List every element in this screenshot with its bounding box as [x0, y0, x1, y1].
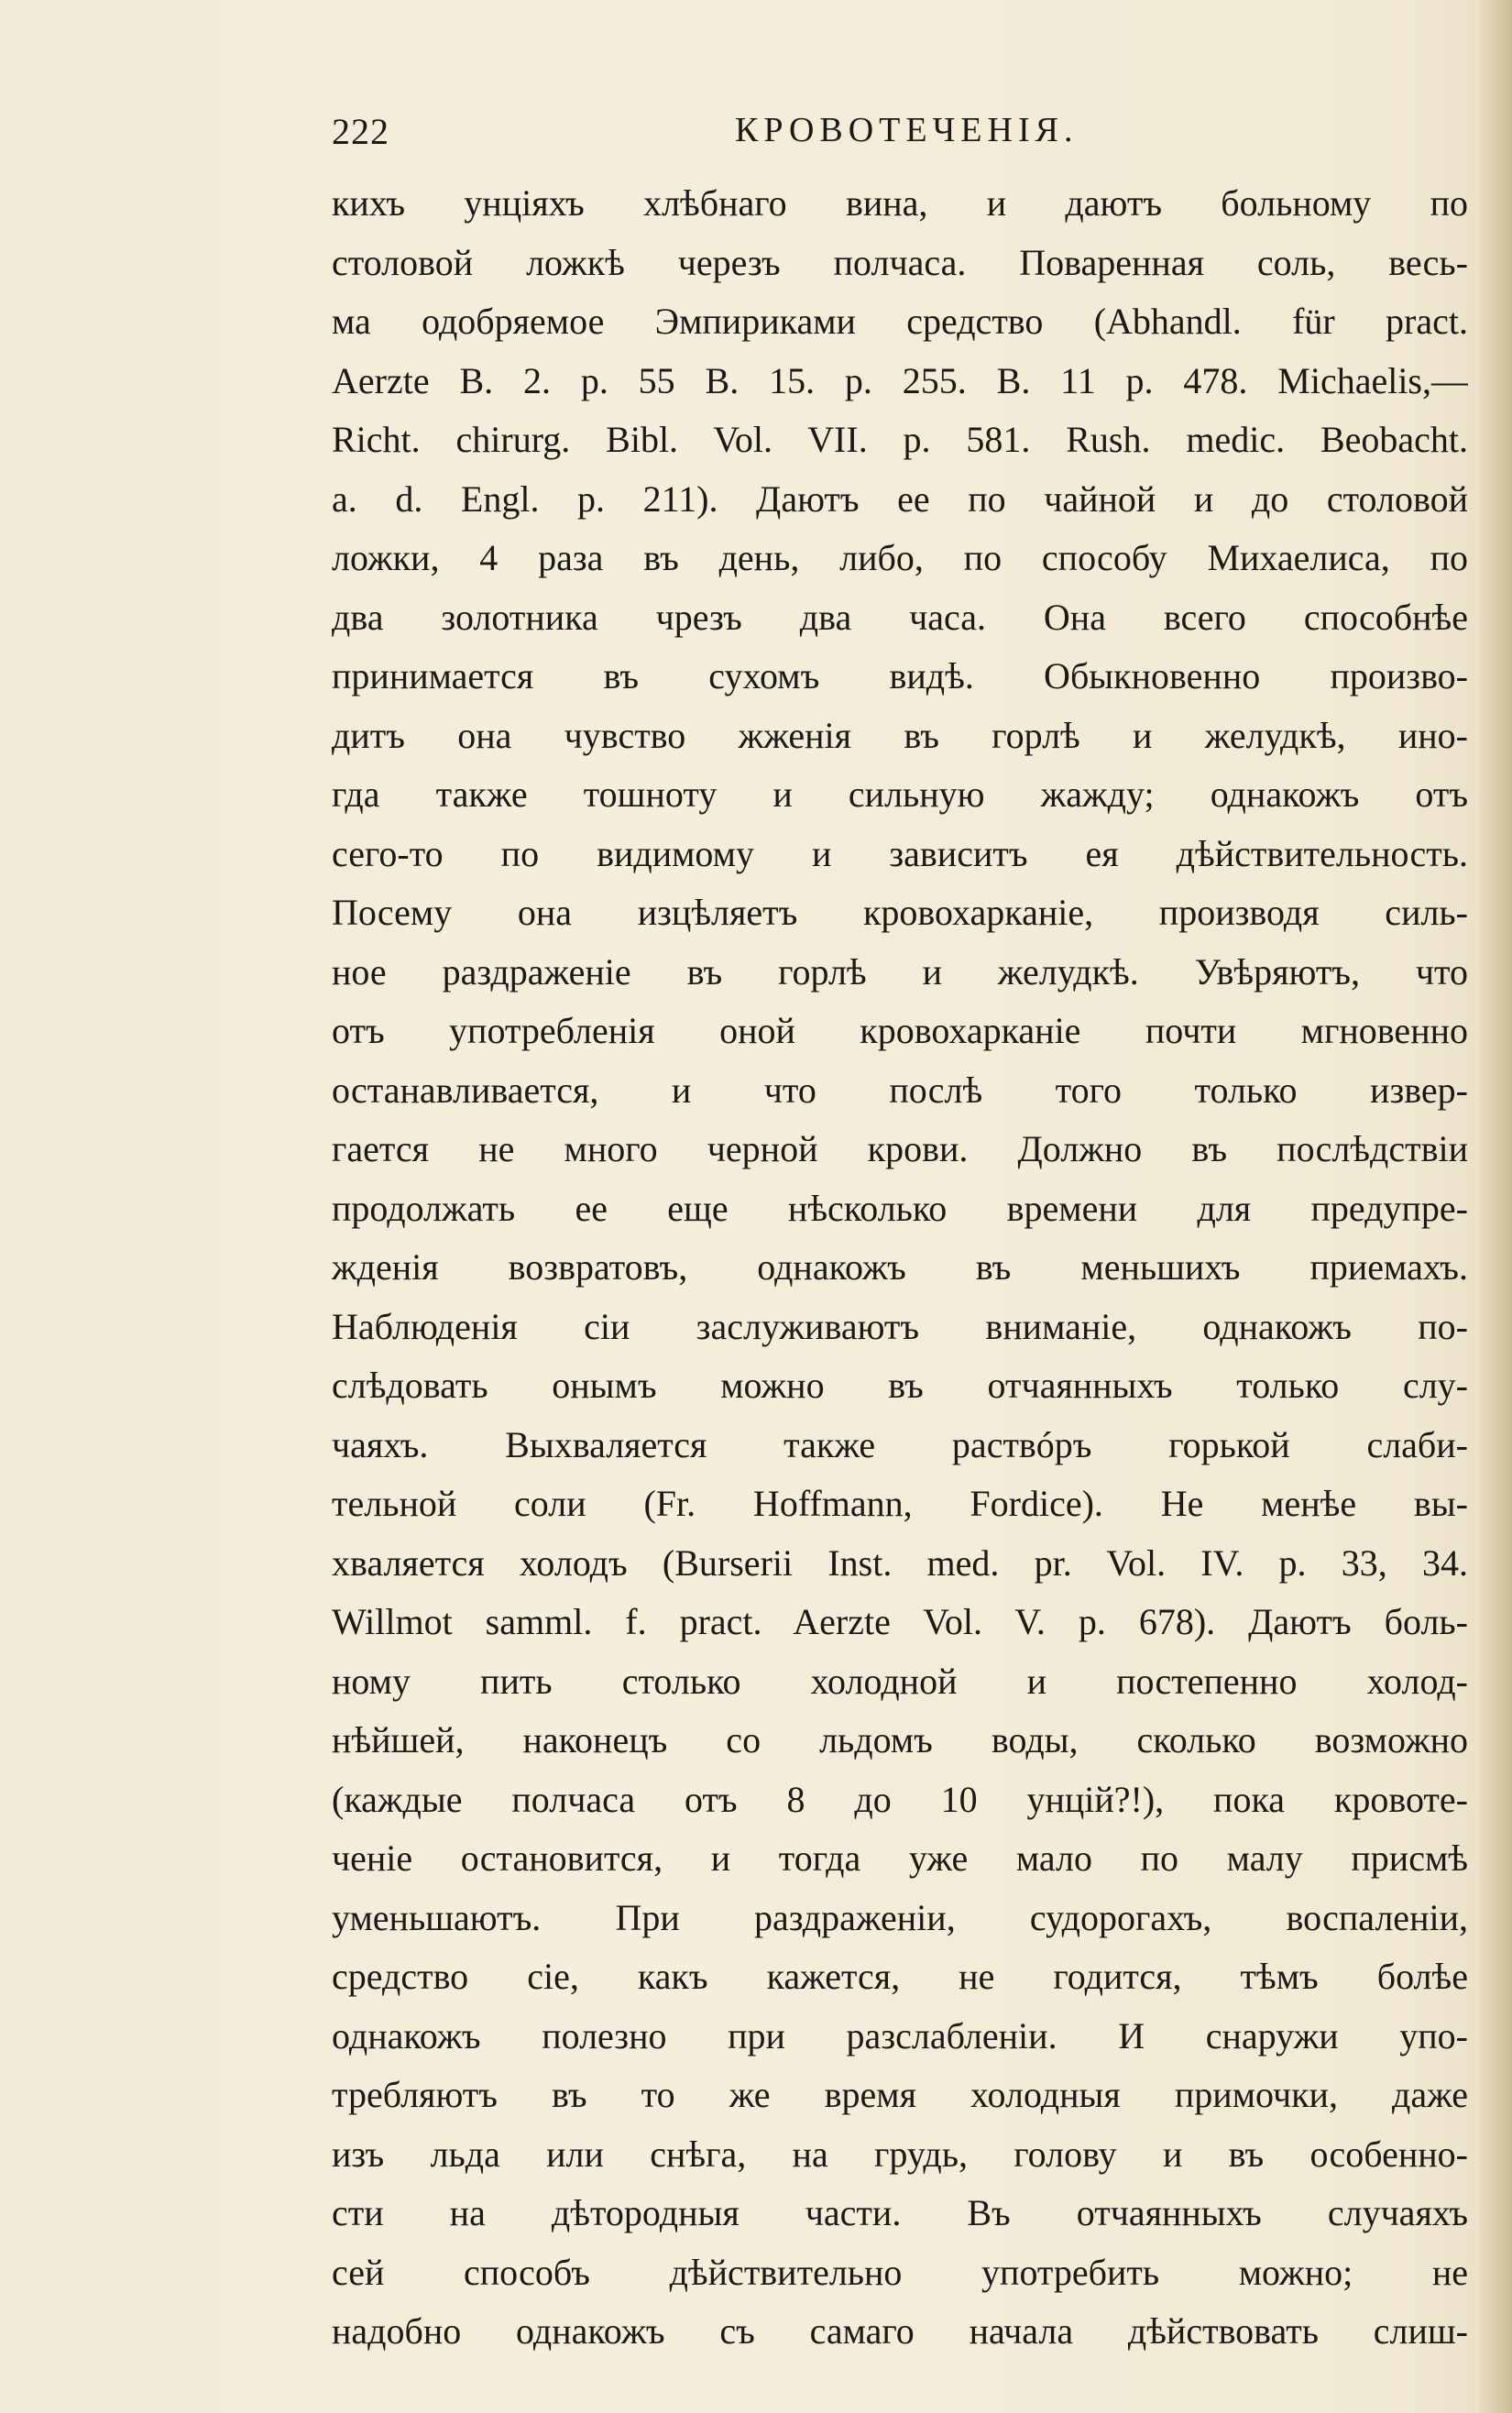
- text-line: надобно однакожъ съ самаго начала дѣйствовать слиш-: [332, 2310, 1468, 2352]
- text-line: (каждые полчаса отъ 8 до 10 унцій?!), пока кровоте-: [332, 1778, 1468, 1820]
- text-line: чаяхъ. Выхваляется также раствóръ горькой слаби-: [332, 1423, 1468, 1465]
- body-text: [332, 174, 1468, 2362]
- text-line: Aerzte B. 2. p. 55 B. 15. p. 255. B. 11 p. 478. Michaelis,—: [332, 359, 1468, 401]
- text-line: гда также тошноту и сильную жажду; однакожъ отъ: [332, 773, 1468, 815]
- text-line: Наблюденія сіи заслуживаютъ вниманіе, однакожъ по-: [332, 1305, 1468, 1347]
- text-line: однакожъ полезно при разслабленіи. И снаружи упо-: [332, 2014, 1468, 2057]
- text-line: кихъ унціяхъ хлѣбнаго вина, и даютъ больному по: [332, 182, 1468, 224]
- text-line: ное раздраженіе въ горлѣ и желудкѣ. Увѣряютъ, что: [332, 950, 1468, 993]
- text-line: Willmot samml. f. pract. Aerzte Vol. V. p. 678). Даютъ боль-: [332, 1601, 1468, 1642]
- text-line: Посему она изцѣляетъ кровохарканіе, производя силь-: [332, 892, 1468, 933]
- text-line: принимается въ сухомъ видѣ. Обыкновенно произво-: [332, 655, 1468, 696]
- text-line: уменьшаютъ. При раздраженіи, судорогахъ, воспаленіи,: [332, 1896, 1468, 1938]
- text-line: ному пить столько холодной и постепенно холод-: [332, 1660, 1468, 1702]
- text-line: тельной соли (Fr. Hoffmann, Fordice). Не менѣе вы-: [332, 1483, 1468, 1524]
- text-line: нѣйшей, наконецъ со льдомъ воды, сколько возможно: [332, 1719, 1468, 1760]
- text-line: ма одобряемое Эмпириками средство (Abhandl. für pract.: [332, 301, 1468, 342]
- text-line: a. d. Engl. p. 211). Даютъ ее по чайной и до столовой: [332, 477, 1468, 520]
- text-line: отъ употребленія оной кровохарканіе почти мгновенно: [332, 1010, 1468, 1051]
- text-line: слѣдовать онымъ можно въ отчаянныхъ только слу-: [332, 1365, 1468, 1406]
- text-line: изъ льда или снѣга, на грудь, голову и въ особенно-: [332, 2133, 1468, 2175]
- running-title: КРОВОТЕЧЕНІЯ.: [735, 111, 1079, 149]
- text-line: жденія возвратовъ, однакожъ въ меньшихъ приемахъ.: [332, 1246, 1468, 1288]
- text-line: хваляется холодъ (Burserii Inst. med. pr. Vol. IV. p. 33, 34.: [332, 1541, 1468, 1584]
- text-line: столовой ложкѣ черезъ полчаса. Поваренная соль, весь-: [332, 241, 1468, 283]
- text-line: сти на дѣтородныя части. Въ отчаянныхъ случаяхъ: [332, 2192, 1468, 2233]
- text-line: два золотника чрезъ два часа. Она всего способнѣе: [332, 596, 1468, 638]
- text-line: требляютъ въ то же время холодныя примочки, даже: [332, 2074, 1468, 2115]
- text-line: останавливается, и что послѣ того только извер-: [332, 1069, 1468, 1111]
- text-line: ченіе остановится, и тогда уже мало по малу присмѣ: [332, 1837, 1468, 1879]
- text-line: Richt. chirurg. Bibl. Vol. VII. p. 581. Rush. medic. Beobacht.: [332, 419, 1468, 460]
- page-header: [332, 110, 1468, 165]
- text-line: дитъ она чувство жженія въ горлѣ и желудкѣ, ино-: [332, 714, 1468, 756]
- text-line: продолжать ее еще нѣсколько времени для предупре-: [332, 1187, 1468, 1229]
- text-line: ложки, 4 раза въ день, либо, по способу Михаелиса, по: [332, 537, 1468, 578]
- page-number: 222: [332, 111, 389, 152]
- text-line: гается не много черной крови. Должно въ послѣдствіи: [332, 1128, 1468, 1169]
- text-line: средство сіе, какъ кажется, не годится, тѣмъ болѣе: [332, 1956, 1468, 1997]
- text-line: сего-то по видимому и зависитъ ея дѣйствительность.: [332, 832, 1468, 874]
- text-line: сей способъ дѣйствительно употребить можно; не: [332, 2251, 1468, 2293]
- page-edge: [1479, 0, 1512, 2413]
